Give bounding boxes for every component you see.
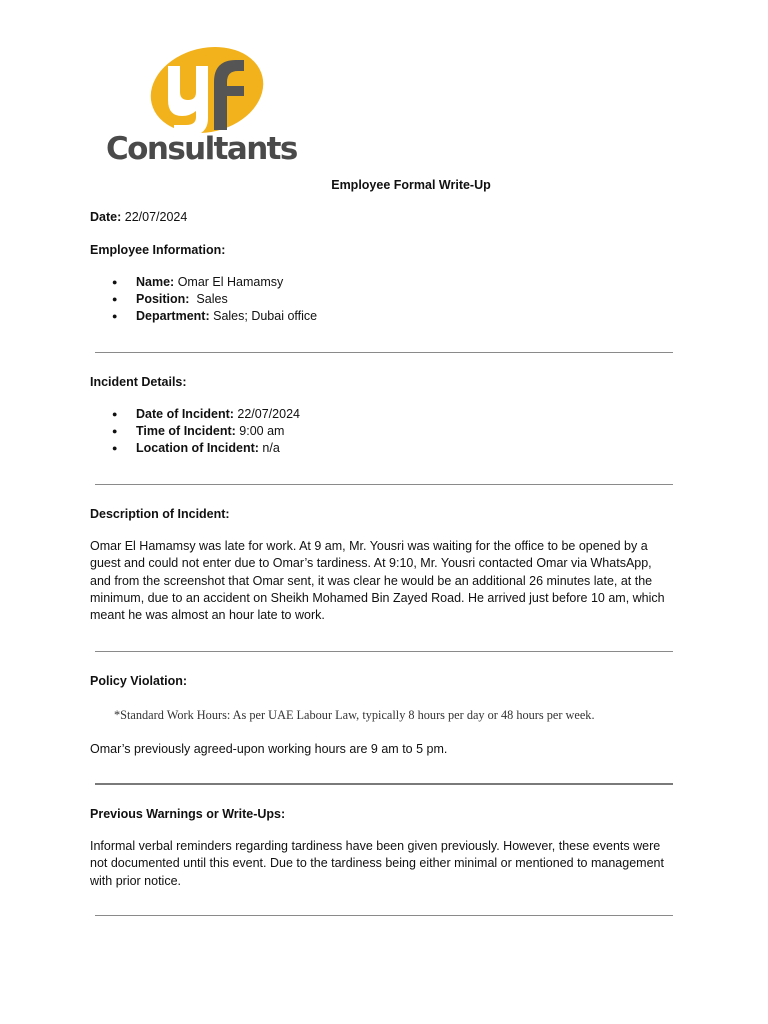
item-value: Sales [192, 292, 228, 306]
warnings-heading: Previous Warnings or Write-Ups: [90, 807, 286, 821]
company-logo [106, 44, 306, 174]
logo-wordmark: Consultants [106, 131, 297, 167]
policy-text: Omar’s previously agreed-upon working hours are 9 am to 5 pm. [90, 742, 448, 756]
text-line: not documented until this event. Due to the tardiness being either minimal or mentioned to management [90, 856, 664, 871]
divider [95, 783, 673, 785]
text-line: Omar El Hamamsy was late for work. At 9 am, Mr. Yousri was waiting for the office to be opened by a [90, 539, 648, 553]
text-line: guest and could not enter due to Omar’s tardiness. At 9:10, Mr. Yousri contacted Omar via WhatsApp, [90, 556, 652, 571]
list-item [90, 291, 680, 308]
text-line: and from the screenshot that Omar sent, it was clear he would be an additional 26 minutes late, at the [90, 573, 653, 588]
text-line: with prior notice. [90, 873, 182, 888]
item-value: Sales; Dubai office [213, 309, 318, 323]
warnings-paragraph [90, 838, 680, 890]
item-value: 9:00 am [239, 424, 285, 438]
text-line: minimum, due to an accident on Sheikh Mohamed Bin Zayed Road. He arrived just before 10 am, which [90, 590, 665, 605]
item-value: Omar El Hamamsy [177, 275, 284, 289]
divider [95, 352, 673, 353]
divider [95, 915, 673, 916]
employee-heading: Employee Information: [90, 243, 226, 257]
divider [95, 651, 673, 652]
list-item [90, 406, 680, 423]
item-label: Position: [136, 292, 190, 306]
item-label: Location of Incident: [136, 441, 259, 455]
item-value: n/a [262, 441, 280, 455]
logo-mark [106, 44, 306, 139]
incident-heading: Incident Details: [90, 375, 187, 389]
text-line: meant he was almost an hour late to work. [90, 608, 325, 623]
policy-heading: Policy Violation: [90, 674, 188, 688]
divider [95, 484, 673, 485]
list-item [90, 423, 680, 440]
incident-list [90, 406, 680, 457]
list-item [90, 274, 680, 291]
item-label: Date of Incident: [136, 407, 234, 421]
date-line [90, 209, 680, 226]
list-item [90, 308, 680, 325]
item-label: Department: [136, 309, 210, 323]
item-label: Name: [136, 275, 175, 289]
item-label: Time of Incident: [136, 424, 236, 438]
document-title: Employee Formal Write-Up [331, 178, 491, 192]
description-paragraph [90, 538, 680, 624]
date-value: 22/07/2024 [124, 210, 188, 224]
date-label: Date: [90, 210, 122, 224]
policy-note: *Standard Work Hours: As per UAE Labour Law, typically 8 hours per day or 48 hours per week. [114, 708, 595, 722]
employee-list [90, 274, 680, 325]
list-item [90, 440, 680, 457]
text-line: Informal verbal reminders regarding tardiness have been given previously. However, these events were [90, 839, 661, 853]
item-value: 22/07/2024 [237, 407, 300, 421]
description-heading: Description of Incident: [90, 507, 230, 521]
